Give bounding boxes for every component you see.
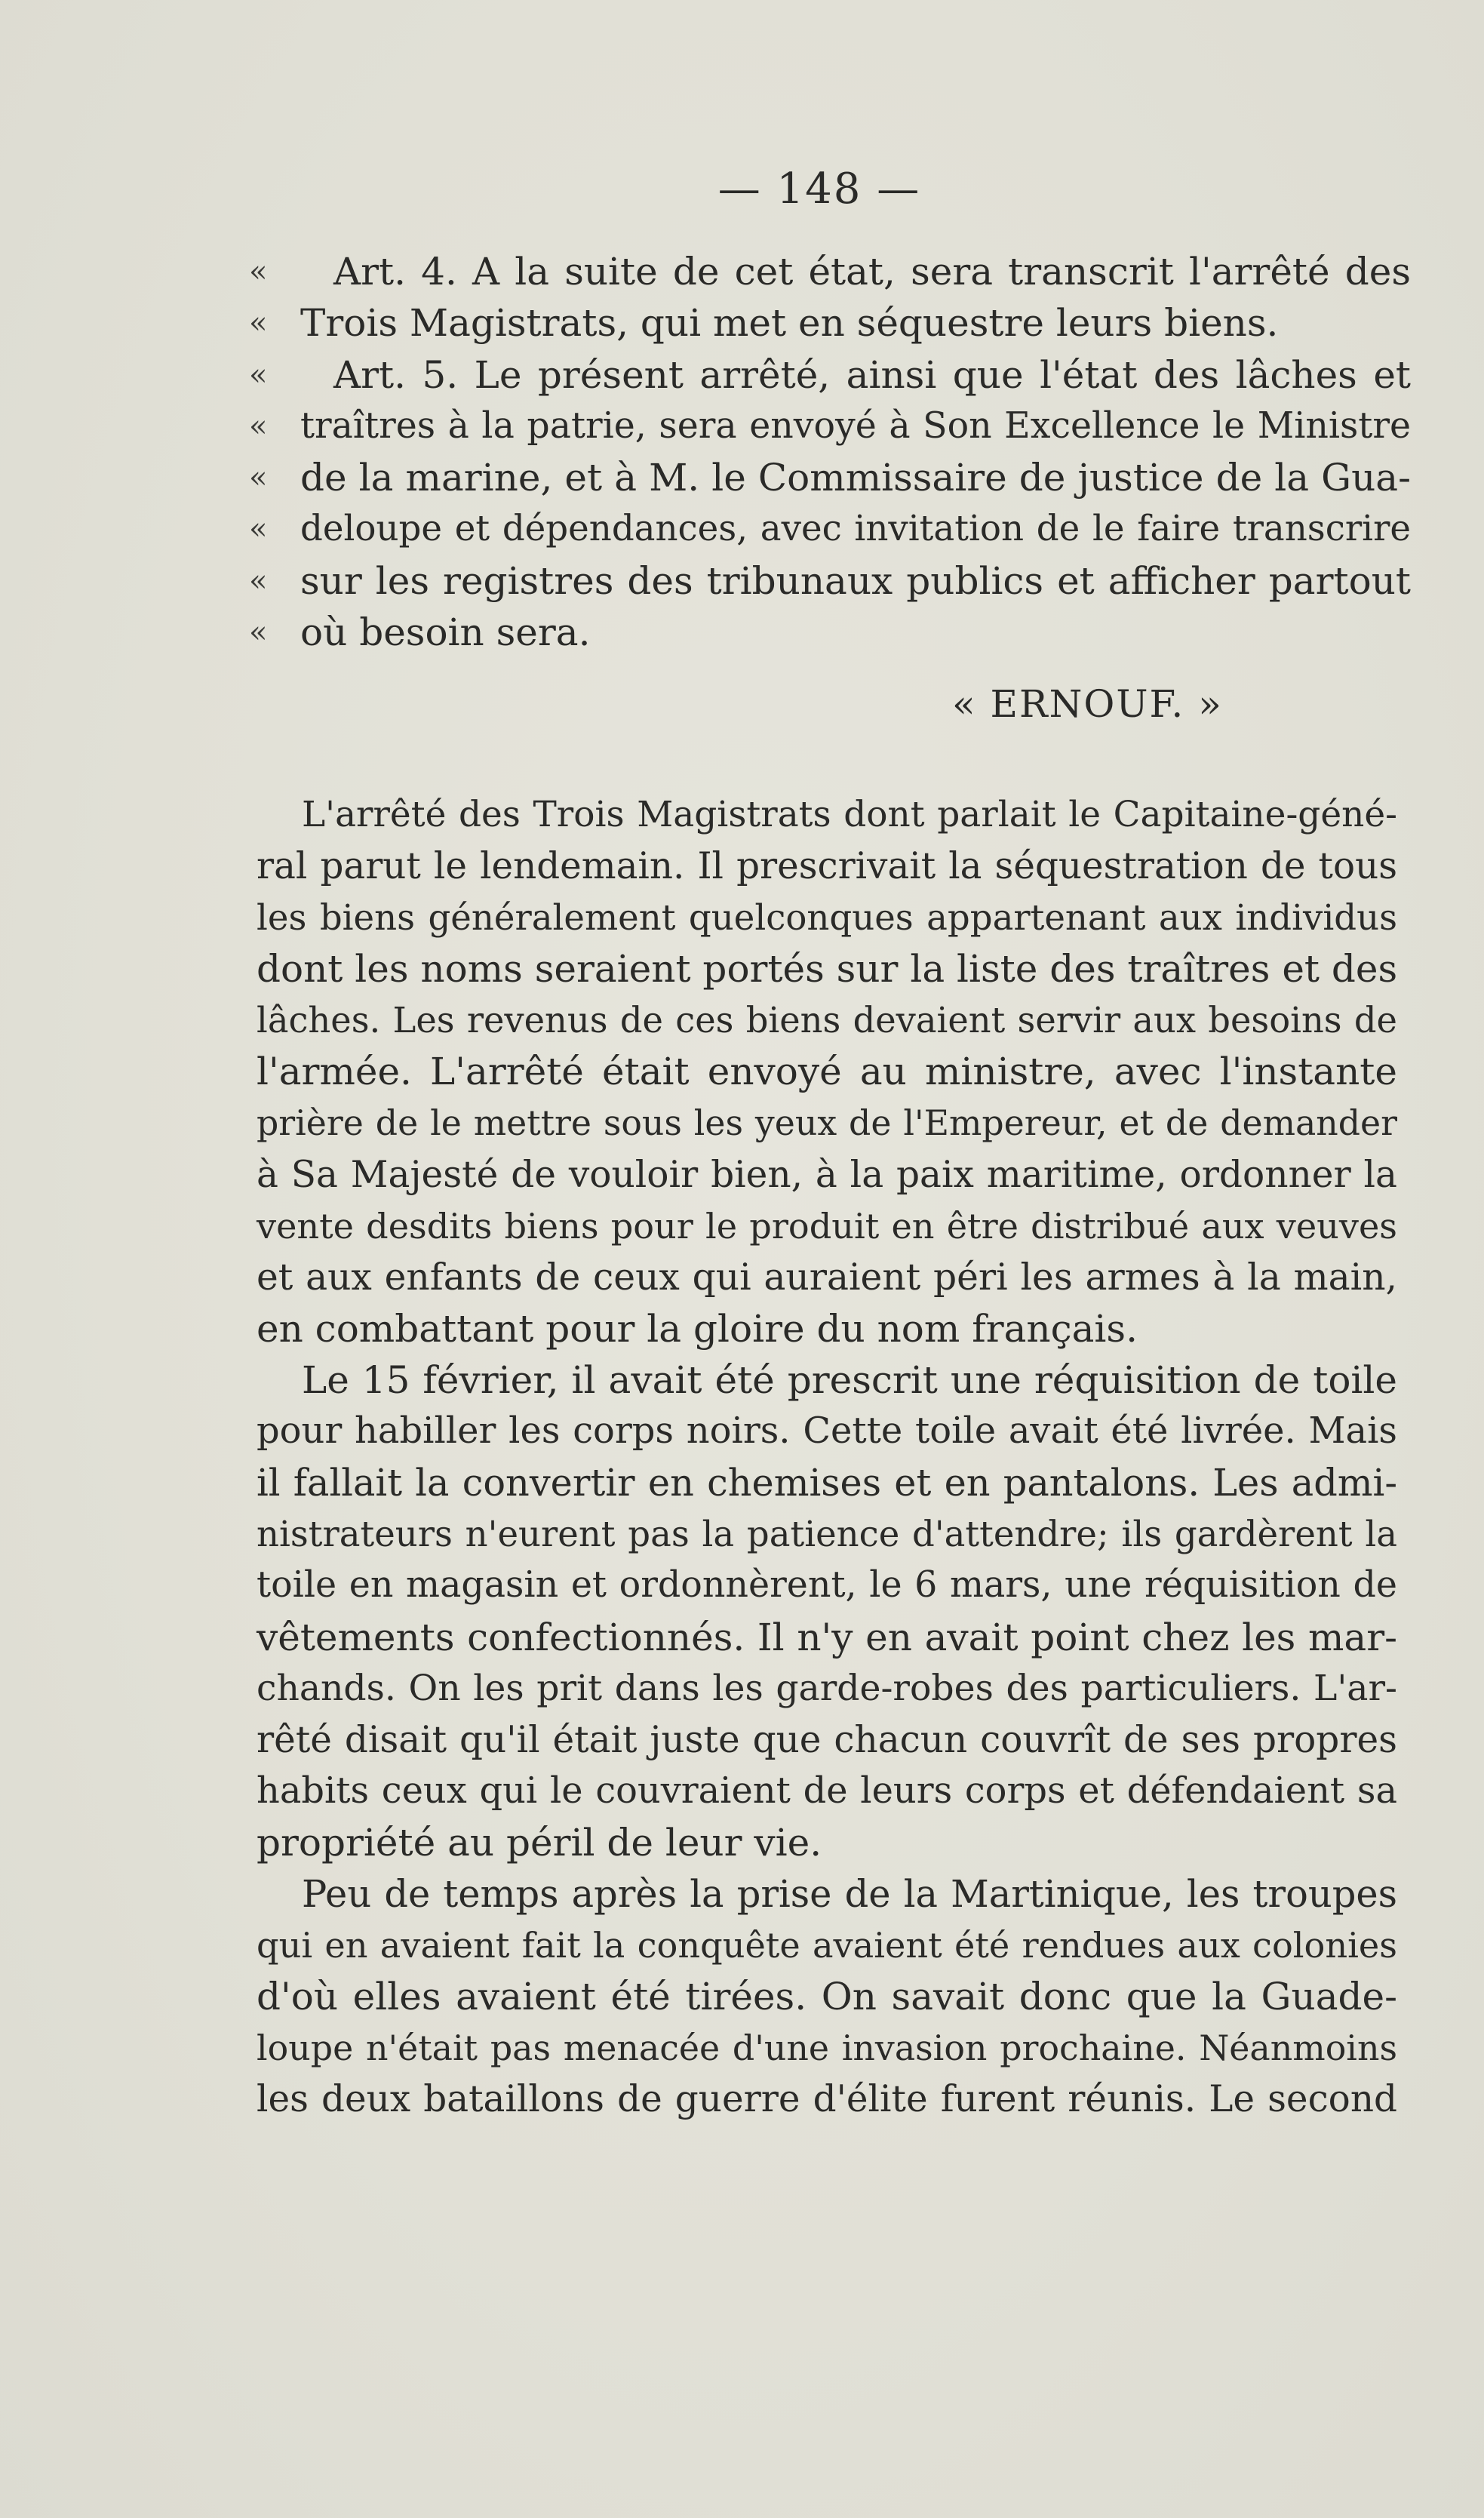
text-line: il fallait la convertir en chemises et en pantalons. Les admi- [257,1461,1397,1505]
quote-mark: « [249,357,268,392]
text-line: à Sa Majesté de vouloir bien, à la paix maritime, ordonner la [257,1153,1397,1196]
quote-line-text: Trois Magistrats, qui met en séquestre leurs biens. [300,301,1279,346]
signature: « ERNOUF. » [952,682,1223,726]
quote-line-text: sur les registres des tribunaux publics et afficher partout [300,558,1411,603]
text-line: ral parut le lendemain. Il prescrivait la séquestration de tous [257,845,1397,888]
quote-line-text: où besoin sera. [300,610,591,655]
text-line: habits ceux qui le couvraient de leurs corps et défendaient sa [257,1769,1397,1812]
quote-line-text: traîtres à la patrie, sera envoyé à Son Excellence le Ministre [300,404,1411,447]
quote-line [249,297,1411,349]
quote-line [249,555,1411,607]
text-line: vente desdits biens pour le produit en être distribué aux veuves [257,1205,1397,1247]
text-line: Peu de temps après la prise de la Martinique, les troupes [302,1871,1397,1916]
quote-line [249,607,1411,658]
quote-mark: « [249,615,268,650]
text-line: pour habiller les corps noirs. Cette toile avait été livrée. Mais [257,1410,1397,1453]
quote-line [249,503,1411,555]
quote-mark: « [249,512,268,547]
text-line: Le 15 février, il avait été prescrit une réquisition de toile [302,1358,1397,1403]
quote-line [249,349,1411,401]
quote-mark: « [249,306,268,341]
text-line: L'arrêté des Trois Magistrats dont parlait le Capitaine-géné- [302,794,1397,835]
text-line: dont les noms seraient portés sur la liste des traîtres et des [257,947,1398,992]
quote-line-text: de la marine, et à M. le Commissaire de justice de la Gua- [300,456,1411,500]
quote-line [249,452,1411,503]
text-line: l'armée. L'arrêté était envoyé au ministre, avec l'instante [257,1050,1397,1094]
quote-line [249,401,1411,452]
quote-mark: « [249,254,268,289]
text-line: propriété au péril de leur vie. [257,1820,822,1865]
text-line: d'où elles avaient été tirées. On savait donc que la Guade- [257,1975,1397,2019]
text-line: chands. On les prit dans les garde-robes des particuliers. L'ar- [257,1667,1397,1709]
text-line: lâches. Les revenus de ces biens devaient servir aux besoins de [257,1000,1397,1041]
quote-mark: « [249,408,268,444]
quoted-decree [249,246,1411,658]
text-line: nistrateurs n'eurent pas la patience d'attendre; ils gardèrent la [257,1514,1397,1555]
text-line: loupe n'était pas menacée d'une invasion prochaine. Néanmoins [257,2028,1397,2069]
quote-line-text: deloupe et dépendances, avec invitation de le faire transcrire [300,509,1411,550]
page-number: — 148 — [717,164,921,214]
text-line: vêtements confectionnés. Il n'y en avait point chez les mar- [257,1615,1397,1659]
text-line: prière de le mettre sous les yeux de l'Empereur, et de demander [257,1102,1397,1143]
text-line: les biens généralement quelconques appartenant aux individus [257,897,1397,939]
text-line: les deux bataillons de guerre d'élite furent réunis. Le second [257,2078,1397,2121]
text-line: qui en avaient fait la conquête avaient été rendues aux colonies [257,1925,1397,1966]
text-line: rêté disait qu'il était juste que chacun couvrît de ses propres [257,1718,1397,1761]
quote-line-text: Art. 4. A la suite de cet état, sera transcrit l'arrêté des [333,250,1411,294]
quote-line-text: Art. 5. Le présent arrêté, ainsi que l'état des lâches et [333,352,1411,397]
quote-mark: « [249,563,268,598]
quote-mark: « [249,460,268,496]
text-line: en combattant pour la gloire du nom français. [257,1306,1138,1351]
text-line: et aux enfants de ceux qui auraient péri les armes à la main, [257,1256,1397,1299]
text-line: toile en magasin et ordonnèrent, le 6 mars, une réquisition de [257,1564,1397,1606]
quote-line [249,246,1411,297]
body-text [257,789,1397,2125]
